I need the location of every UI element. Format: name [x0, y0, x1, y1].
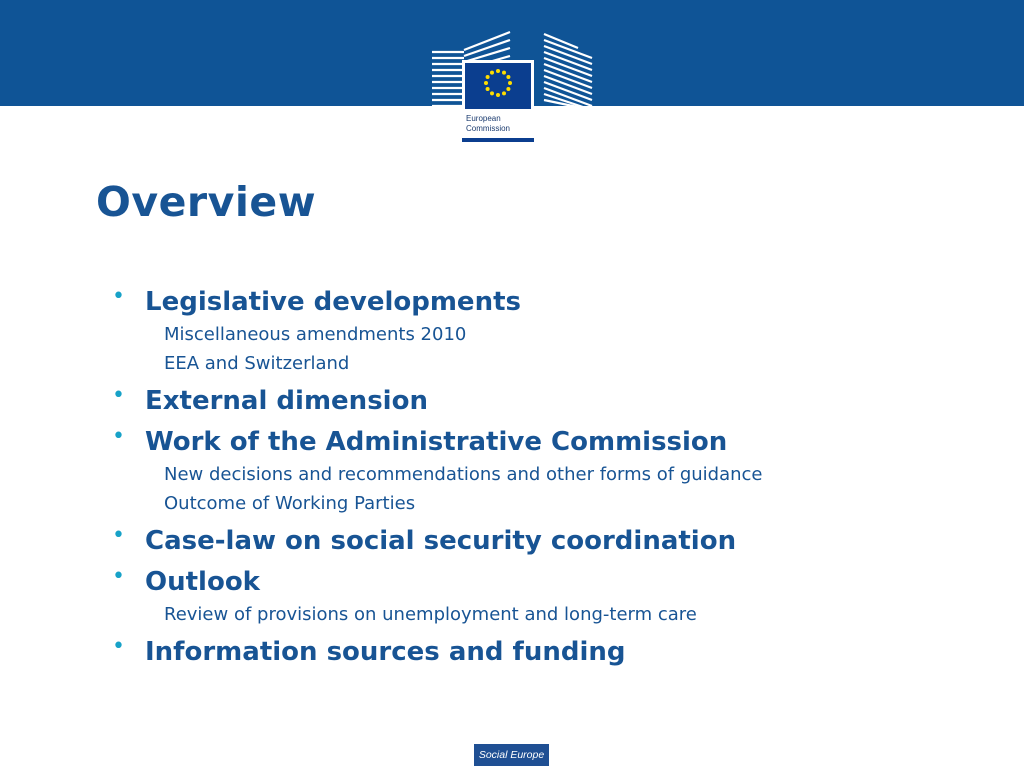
bullet-group	[112, 523, 992, 559]
bullet-dot-icon: •	[112, 634, 125, 659]
bullet-dot-icon: •	[112, 564, 125, 589]
bullet-item	[112, 634, 992, 670]
bullet-dot-icon: •	[112, 424, 125, 449]
sub-item: EEA and Switzerland	[164, 353, 350, 374]
bullet-item	[112, 284, 992, 320]
sub-item: Review of provisions on unemployment and long-term care	[164, 604, 697, 625]
bullet-group	[112, 634, 992, 670]
bullet-label: External dimension	[145, 386, 428, 416]
european-commission-logo	[428, 28, 596, 144]
sub-item: Miscellaneous amendments 2010	[164, 324, 467, 345]
bullet-item	[112, 523, 992, 559]
bullet-dot-icon: •	[112, 284, 125, 309]
sub-list	[112, 600, 992, 629]
bullet-dot-icon: •	[112, 383, 125, 408]
sub-list	[112, 320, 992, 378]
logo-text-line1: European	[466, 114, 501, 123]
bullet-dot-icon: •	[112, 523, 125, 548]
sub-item: New decisions and recommendations and other forms of guidance	[164, 464, 763, 485]
bullet-label: Outlook	[145, 567, 260, 597]
logo-text-line2: Commission	[466, 124, 511, 133]
sub-item: Outcome of Working Parties	[164, 493, 416, 514]
social-europe-badge: Social Europe	[474, 744, 549, 766]
bullet-group	[112, 284, 992, 378]
sub-list	[112, 460, 992, 518]
bullet-label: Work of the Administrative Commission	[145, 427, 728, 457]
bullet-group	[112, 564, 992, 629]
bullet-label: Case-law on social security coordination	[145, 526, 737, 556]
bullet-item	[112, 383, 992, 419]
bullet-label: Legislative developments	[145, 287, 521, 317]
bullet-list	[112, 284, 992, 675]
bullet-group	[112, 424, 992, 518]
bullet-item	[112, 424, 992, 460]
bullet-group	[112, 383, 992, 419]
bullet-label: Information sources and funding	[145, 637, 626, 667]
slide-title: Overview	[96, 178, 317, 226]
bullet-item	[112, 564, 992, 600]
